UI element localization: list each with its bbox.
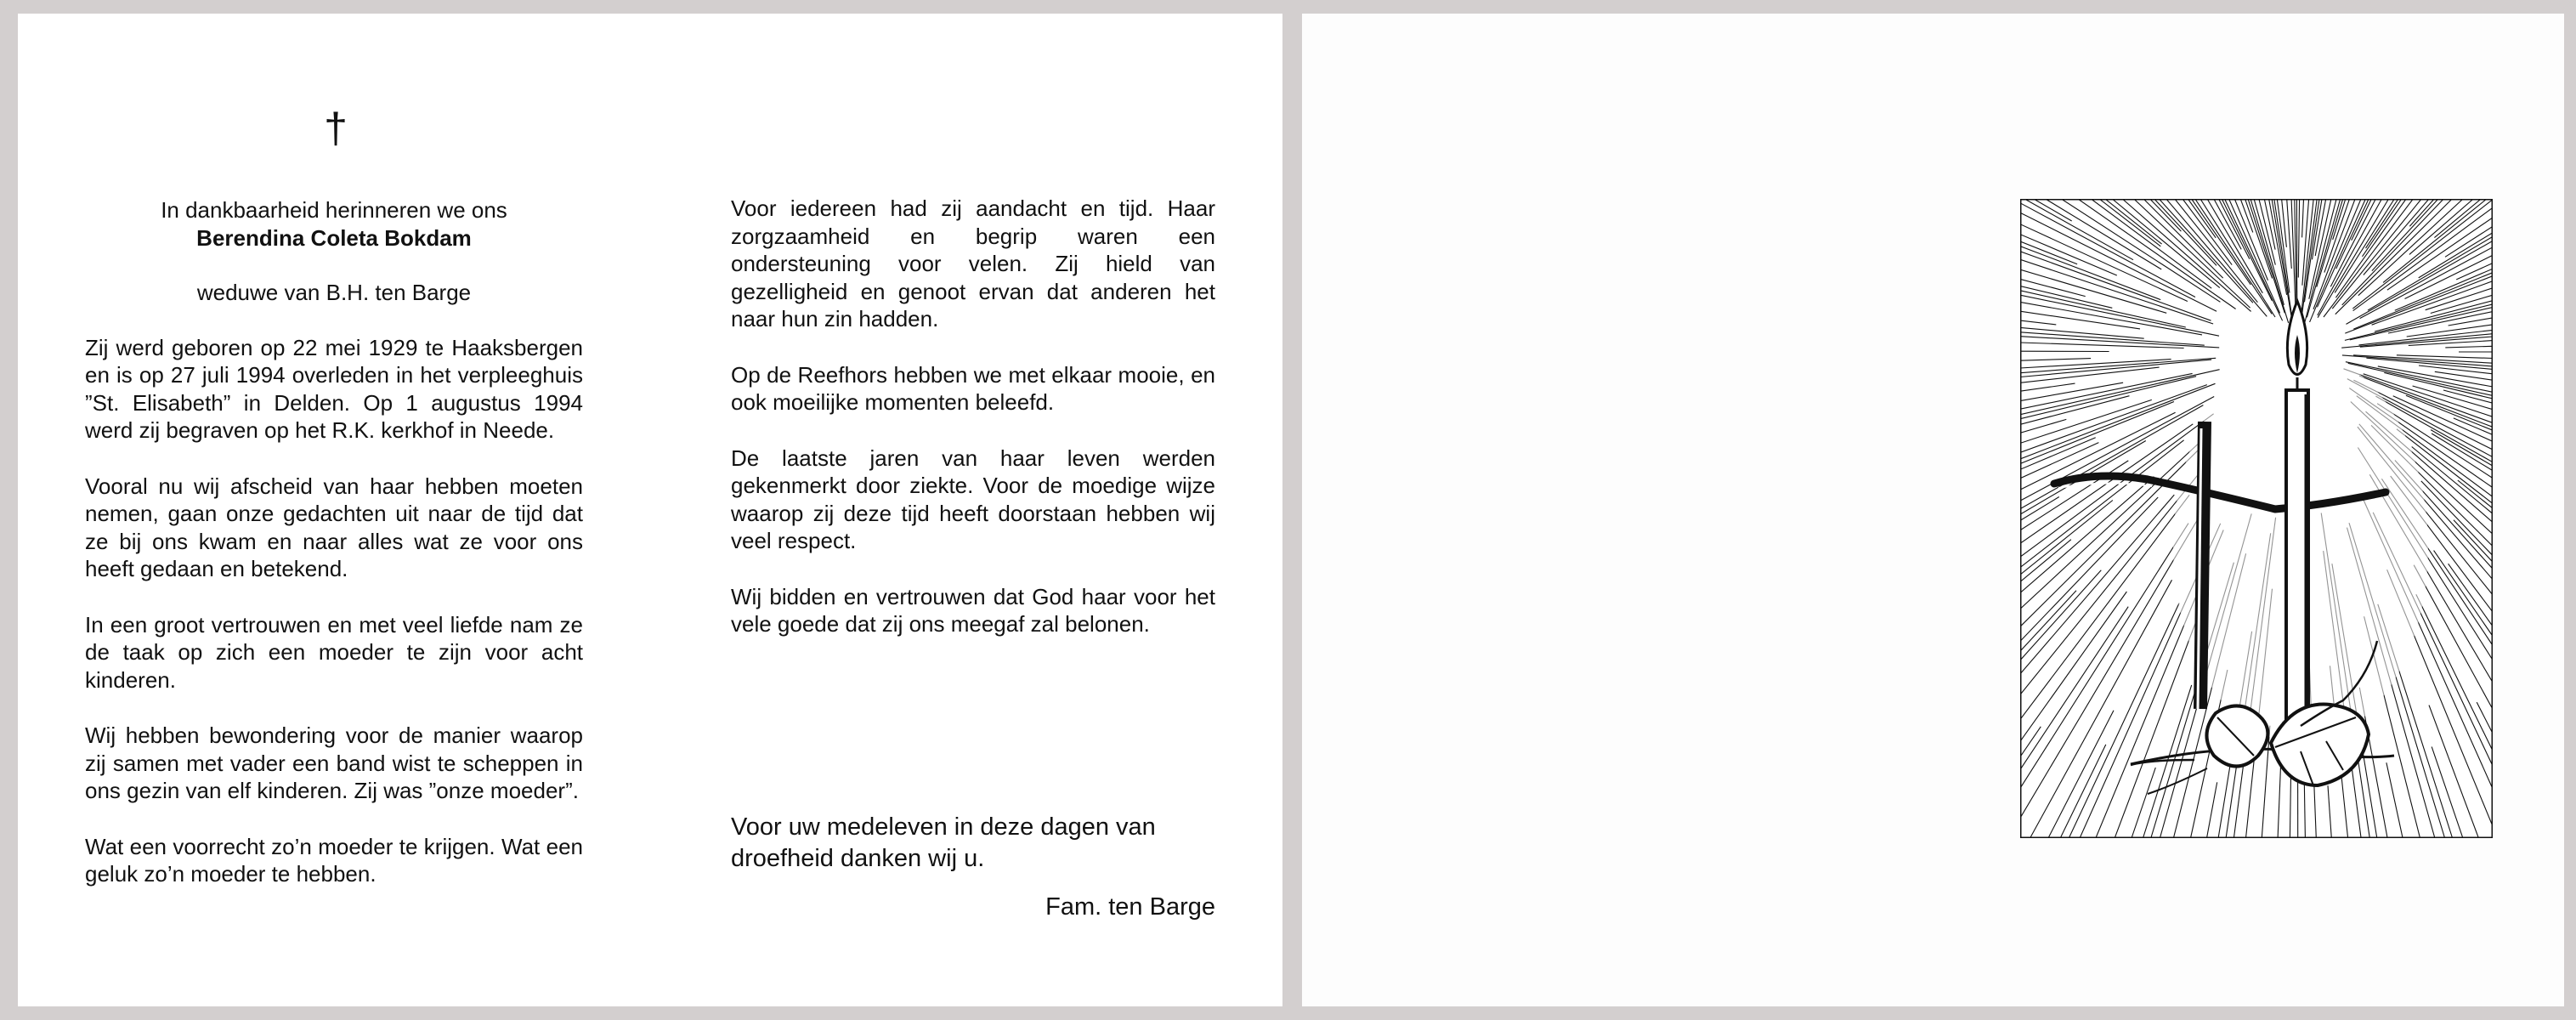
- left-column: [85, 105, 583, 888]
- paragraph: Zij werd geboren op 22 mei 1929 te Haaksbergen en is op 27 juli 1994 overleden in het verpleeghuis ”St. Elisabeth” in Delden. Op 1 augustus 1994 werd zij begraven op het R.K. kerkhof in Neede.: [85, 334, 583, 443]
- right-column: [731, 195, 1215, 921]
- intro-line: In dankbaarheid herinneren we ons: [161, 197, 507, 223]
- signature: Fam. ten Barge: [1045, 892, 1215, 921]
- widow-line: weduwe van B.H. ten Barge: [196, 280, 472, 305]
- closing-text: Voor uw medeleven in deze dagen van droefheid danken wij u.: [731, 813, 1156, 872]
- candle-cross-illustration-icon: [2020, 199, 2493, 838]
- memorial-card-front: [1302, 14, 2564, 1006]
- memorial-card-inside: [18, 14, 1282, 1006]
- paragraph: Vooral nu wij afscheid van haar hebben moeten nemen, gaan onze gedachten uit naar de tijd dat ze bij ons kwam en naar alles wat ze voor ons heeft gedaan en betekend.: [85, 473, 583, 581]
- paragraph: Wat een voorrecht zo’n moeder te krijgen. Wat een geluk zo’n moeder te hebben.: [85, 833, 583, 887]
- cross-icon: †: [324, 105, 348, 152]
- paragraph: Op de Reefhors hebben we met elkaar mooie, en ook moeilijke momenten beleefd.: [731, 361, 1215, 415]
- paragraph: In een groot vertrouwen en met veel liefde nam ze de taak op zich een moeder te zijn voor acht kinderen.: [85, 611, 583, 693]
- paragraph: Voor iedereen had zij aandacht en tijd. Haar zorgzaamheid en begrip waren een ondersteuning voor velen. Zij hield van gezelligheid en genoot ervan dat anderen het naar hun zin hadden.: [731, 196, 1215, 332]
- deceased-name: Berendina Coleta Bokdam: [196, 224, 472, 251]
- paragraph: Wij bidden en vertrouwen dat God haar voor het vele goede dat zij ons meegaf zal belonen.: [731, 583, 1215, 637]
- paragraph: De laatste jaren van haar leven werden gekenmerkt door ziekte. Voor de moedige wijze waarop zij deze tijd heeft doorstaan hebben wij veel respect.: [731, 445, 1215, 553]
- paragraph: Wij hebben bewondering voor de manier waarop zij samen met vader een band wist te scheppen in ons gezin van elf kinderen. Zij was ”onze moeder”.: [85, 722, 583, 803]
